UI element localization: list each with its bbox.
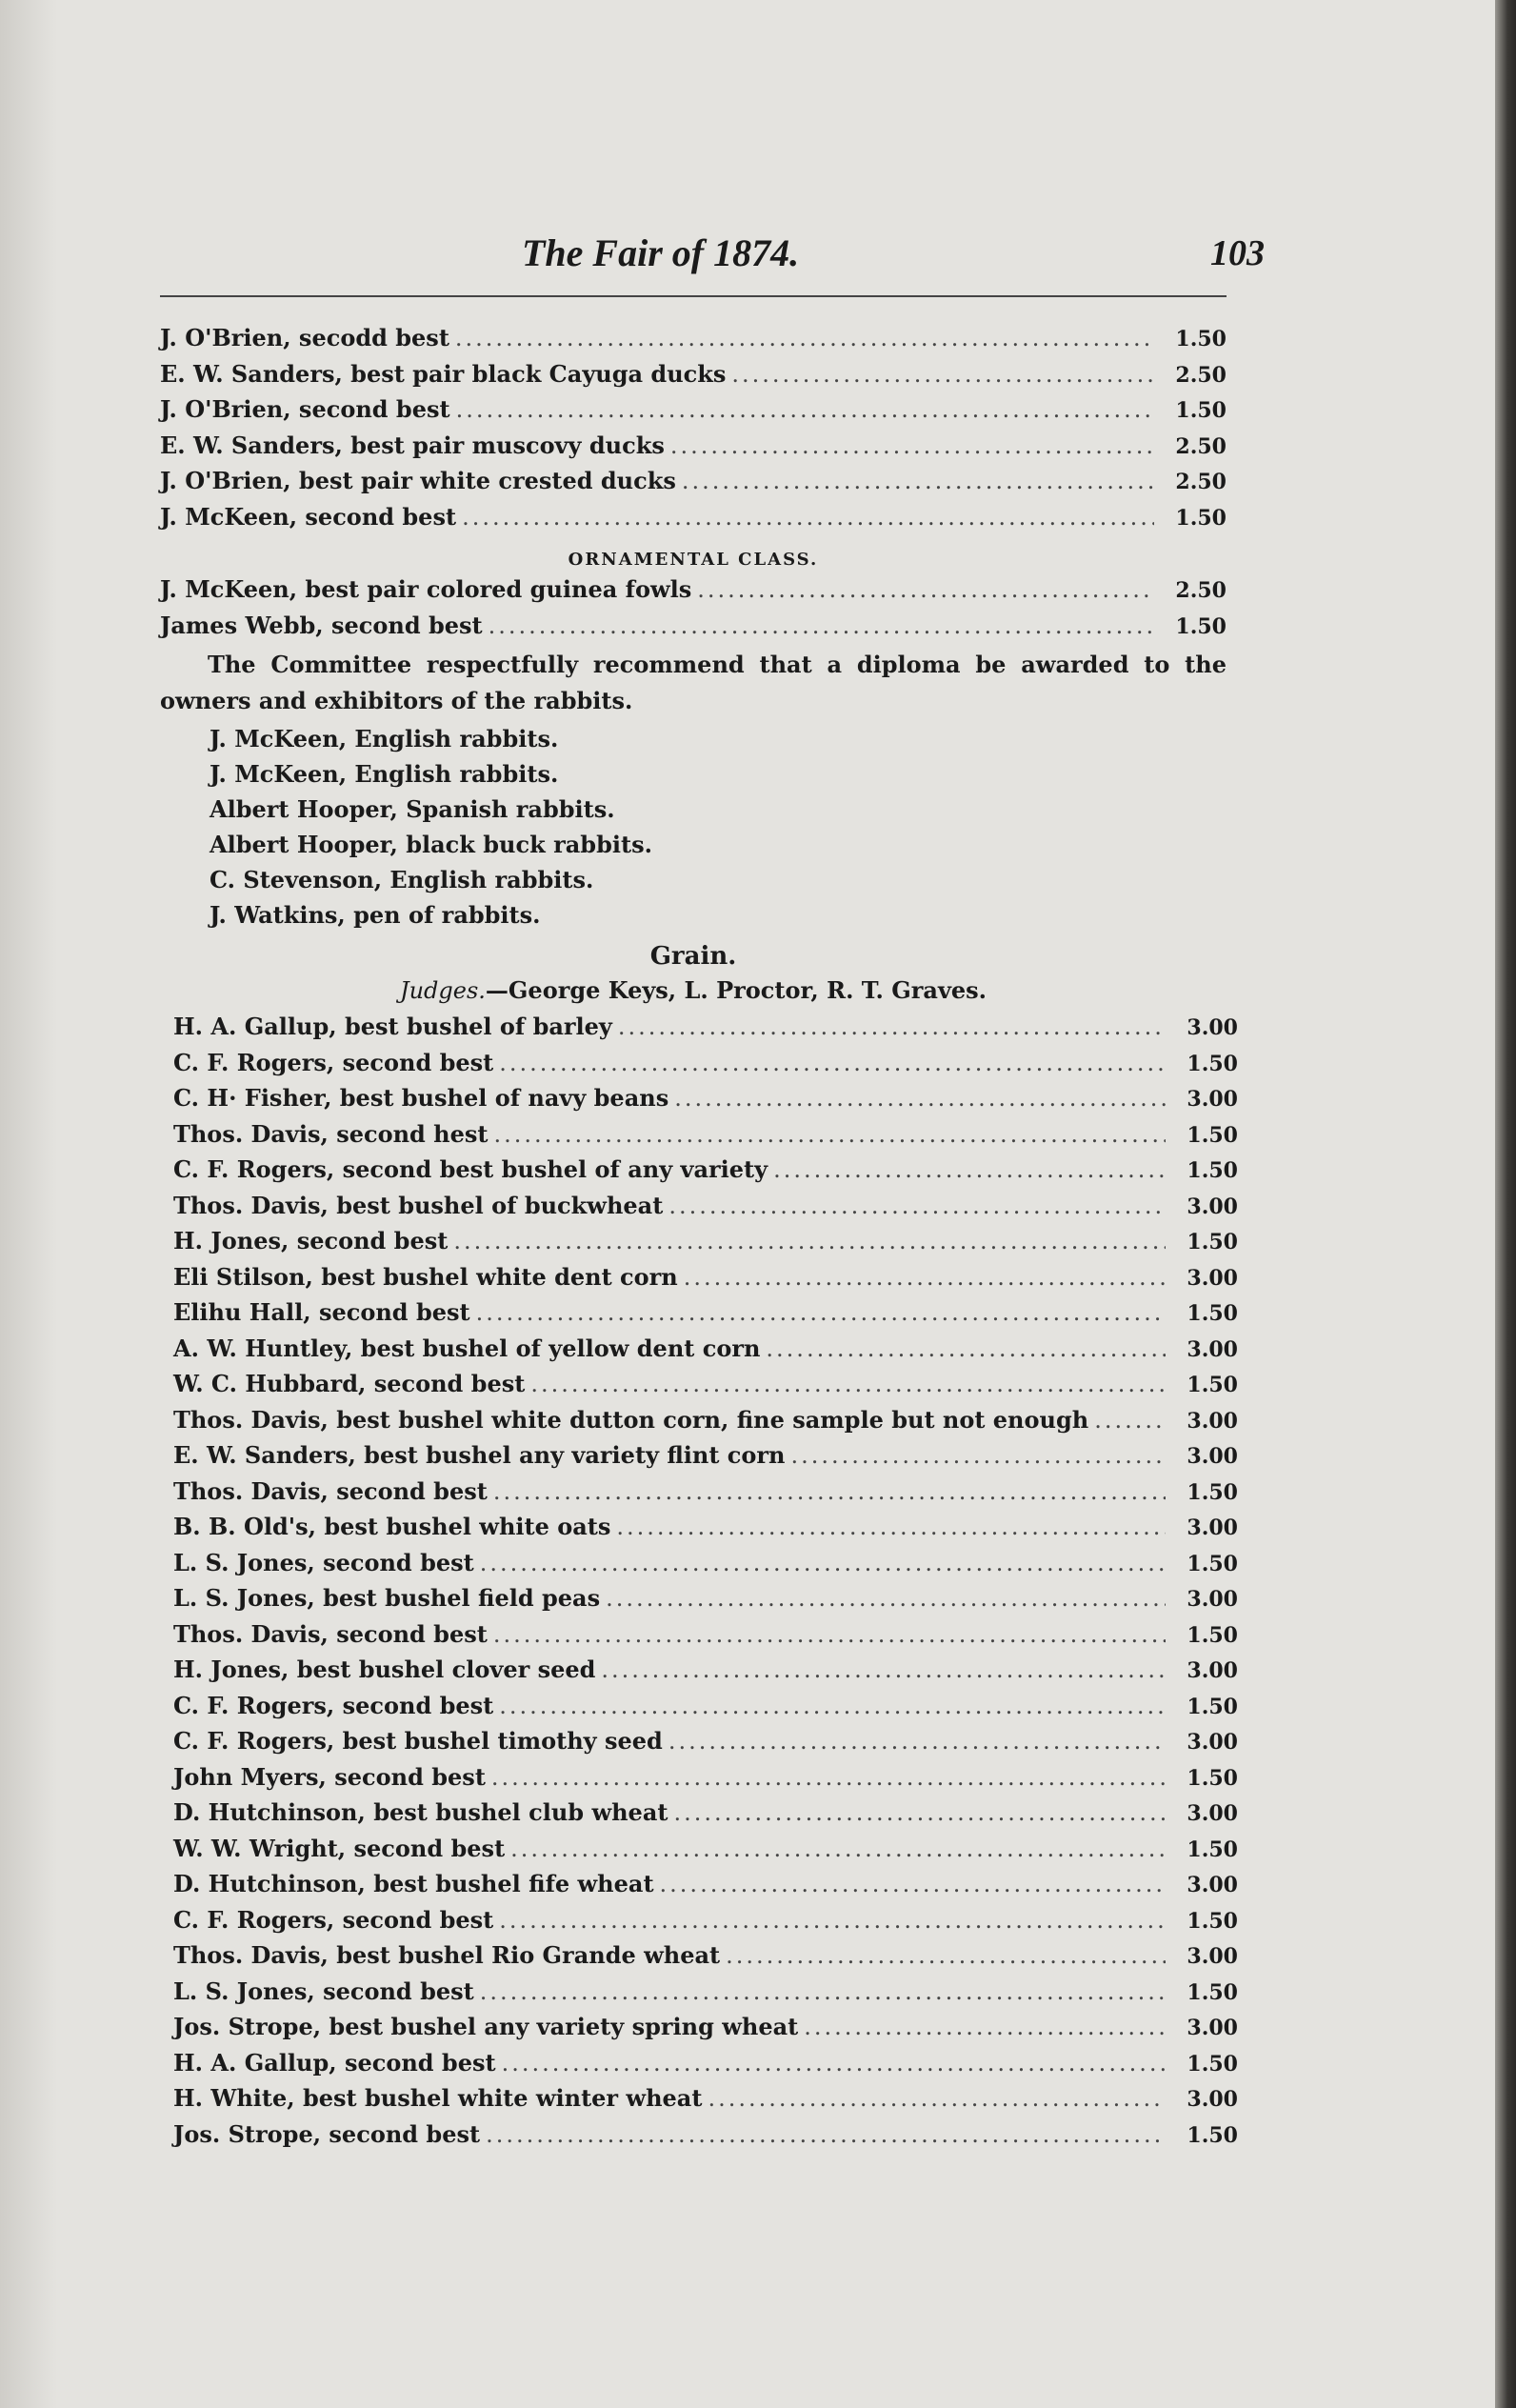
award-entry-name: C. F. Rogers, second best bushel of any variety	[173, 1155, 768, 1183]
award-entry	[173, 1084, 1238, 1120]
award-entry-amount: 3.00	[1187, 1587, 1238, 1612]
award-entry	[173, 2120, 1238, 2157]
award-entry-amount: 1.50	[1187, 2122, 1238, 2148]
rabbit-exhibitor: C. Stevenson, English rabbits.	[209, 866, 594, 893]
award-entry-amount: 1.50	[1187, 1479, 1238, 1505]
award-entry-amount: 3.00	[1187, 1015, 1238, 1040]
award-entry-amount: 1.50	[1175, 327, 1227, 351]
rabbit-exhibitor: J. Watkins, pen of rabbits.	[209, 901, 541, 929]
award-entry-amount: 1.50	[1187, 1158, 1238, 1183]
award-entry-name: E. W. Sanders, best pair black Cayuga ducks	[160, 359, 727, 388]
grain-heading: Grain.	[649, 942, 737, 971]
award-entry-name: C. F. Rogers, second best	[173, 1048, 494, 1076]
dot-leader	[697, 576, 1154, 603]
award-entry-name: Thos. Davis, best bushel Rio Grande wheat	[173, 1941, 721, 1969]
dot-leader	[726, 1942, 1166, 1969]
award-entry-name: J. McKeen, second best	[160, 502, 457, 531]
dot-leader	[455, 325, 1154, 351]
award-entry-name: John Myers, second best	[173, 1762, 486, 1791]
page-header	[160, 219, 1265, 297]
award-entry-name: H. A. Gallup, second best	[173, 2048, 496, 2077]
award-entry-amount: 3.00	[1187, 1658, 1238, 1683]
award-entry-name: Jos. Strope, best bushel any variety spring wheat	[173, 2013, 799, 2040]
award-entry-name: James Webb, second best	[160, 611, 483, 639]
award-entry-name: Eli Stilson, best bushel white dent corn	[173, 1262, 678, 1291]
ornamental-entries	[160, 575, 1227, 647]
page-number: 103	[1210, 233, 1265, 273]
dot-leader	[499, 1907, 1166, 1934]
award-entry-amount: 3.00	[1187, 1801, 1238, 1826]
award-entry-name: Thos. Davis, best bushel of buckwheat	[173, 1191, 664, 1219]
award-entry-amount: 3.00	[1187, 2087, 1238, 2112]
award-entry-name: J. O'Brien, secodd best	[160, 324, 449, 351]
award-entry-amount: 1.50	[1187, 1230, 1238, 1254]
award-entry-name: J. McKeen, best pair colored guinea fowls	[160, 575, 692, 603]
dot-leader	[493, 1621, 1166, 1648]
dot-leader	[674, 1085, 1166, 1112]
award-entry-amount: 3.00	[1187, 1194, 1238, 1219]
judges-label: Judges.	[399, 977, 486, 1004]
dot-leader	[670, 432, 1154, 459]
dot-leader	[601, 1656, 1166, 1683]
award-entry-name: E. W. Sanders, best pair muscovy ducks	[160, 431, 665, 459]
dot-leader	[462, 504, 1154, 531]
award-entry	[173, 1441, 1238, 1477]
award-entry-amount: 3.00	[1187, 2016, 1238, 2040]
award-entry-name: D. Hutchinson, best bushel club wheat	[173, 1798, 668, 1826]
award-entry-amount: 1.50	[1187, 1979, 1238, 2005]
dot-leader	[708, 2085, 1166, 2112]
dot-leader	[476, 1299, 1166, 1326]
dot-leader	[766, 1335, 1166, 1362]
award-entry-amount: 1.50	[1187, 1122, 1238, 1148]
award-entry-name: W. W. Wright, second best	[173, 1834, 506, 1862]
award-entry	[160, 324, 1227, 360]
award-entry	[173, 1192, 1238, 1228]
award-entry	[173, 1298, 1238, 1334]
award-entry	[173, 1263, 1238, 1299]
dot-leader	[491, 1764, 1166, 1791]
award-entry-amount: 1.50	[1187, 1373, 1238, 1397]
award-entry	[173, 1549, 1238, 1585]
dot-leader	[453, 1228, 1166, 1254]
award-entry-amount: 1.50	[1187, 1051, 1238, 1076]
award-entry-name: B. B. Old's, best bushel white oats	[173, 1513, 611, 1540]
award-entry-amount: 3.00	[1187, 1444, 1238, 1469]
award-entry-name: Jos. Strope, second best	[173, 2119, 481, 2148]
award-entry-name: E. W. Sanders, best bushel any variety flint corn	[173, 1441, 786, 1469]
award-entry-amount: 3.00	[1187, 1515, 1238, 1540]
dot-leader	[660, 1871, 1166, 1897]
award-entry-name: C. F. Rogers, best bushel timothy seed	[173, 1727, 663, 1755]
award-entry-amount: 3.00	[1187, 1944, 1238, 1969]
dot-leader	[493, 1478, 1166, 1505]
award-entry-amount: 1.50	[1187, 1694, 1238, 1719]
award-entry	[173, 1977, 1238, 2014]
award-entry-name: J. O'Brien, second best	[160, 395, 450, 423]
dot-leader	[616, 1514, 1166, 1540]
award-entry	[173, 1906, 1238, 1942]
award-entry	[173, 1620, 1238, 1656]
dot-leader	[494, 1121, 1167, 1148]
dot-leader	[486, 2121, 1166, 2148]
award-entry-name: L. S. Jones, second best	[173, 1977, 474, 2005]
running-title: The Fair of 1874.	[522, 231, 800, 274]
rabbit-exhibitor: Albert Hooper, Spanish rabbits.	[209, 795, 615, 823]
award-entry	[173, 1406, 1238, 1442]
award-entry-amount: 3.00	[1187, 1265, 1238, 1291]
award-entry-amount: 1.50	[1187, 1836, 1238, 1862]
award-entry	[173, 1477, 1238, 1514]
rabbit-exhibitor: J. McKeen, English rabbits.	[209, 725, 559, 752]
award-entry-name: H. A. Gallup, best bushel of barley	[173, 1013, 612, 1040]
dot-leader	[1094, 1407, 1166, 1434]
dot-leader	[668, 1728, 1166, 1755]
award-entry-amount: 3.00	[1187, 1873, 1238, 1897]
award-entry-amount: 1.50	[1187, 1301, 1238, 1326]
award-entry-amount: 3.00	[1187, 1336, 1238, 1362]
award-entry-amount: 1.50	[1187, 1765, 1238, 1791]
grain-judges	[160, 976, 1227, 1013]
dot-leader	[618, 1013, 1166, 1040]
award-entry	[160, 395, 1227, 431]
award-entry	[173, 1370, 1238, 1406]
award-entry-amount: 1.50	[1175, 505, 1227, 531]
award-entry-amount: 1.50	[1187, 2051, 1238, 2077]
dot-leader	[502, 2050, 1166, 2077]
award-entry	[173, 1584, 1238, 1620]
dot-leader	[804, 2014, 1166, 2040]
award-entry-name: Thos. Davis, best bushel white dutton corn, fine sample but not enough	[173, 1405, 1089, 1434]
award-entry-name: C. F. Rogers, second best	[173, 1905, 494, 1934]
dot-leader	[791, 1442, 1166, 1469]
award-entry	[173, 1727, 1238, 1763]
rabbit-exhibitor: Albert Hooper, black buck rabbits.	[209, 831, 652, 858]
award-entry	[173, 1798, 1238, 1835]
award-entry-amount: 1.50	[1175, 398, 1227, 423]
award-entry	[173, 1049, 1238, 1085]
award-entry-name: W. C. Hubbard, second best	[173, 1370, 526, 1397]
award-entry-amount: 3.00	[1187, 1087, 1238, 1112]
award-entry	[173, 2049, 1238, 2085]
dot-leader	[684, 1264, 1166, 1291]
page-content	[160, 219, 1265, 2156]
award-entry	[173, 1941, 1238, 1977]
gutter-shadow	[0, 0, 57, 2408]
dot-leader	[606, 1585, 1166, 1612]
award-entry-amount: 1.50	[1187, 1551, 1238, 1576]
dot-leader	[510, 1836, 1166, 1862]
award-entry-amount: 1.50	[1175, 613, 1227, 639]
dot-leader	[489, 612, 1154, 639]
award-entry	[173, 1513, 1238, 1549]
award-entry	[173, 1763, 1238, 1799]
dot-leader	[530, 1371, 1166, 1397]
award-entry	[160, 360, 1227, 396]
award-entry-amount: 2.50	[1175, 470, 1227, 494]
award-entry-name: Elihu Hall, second best	[173, 1298, 470, 1326]
award-entry-name: J. O'Brien, best pair white crested ducks	[160, 467, 676, 494]
dot-leader	[773, 1156, 1166, 1183]
award-entry-amount: 1.50	[1187, 1908, 1238, 1934]
rabbits-list	[209, 721, 1227, 933]
award-entry	[173, 2013, 1238, 2049]
award-entry	[160, 467, 1227, 503]
award-entry	[173, 1155, 1238, 1192]
grain-entries	[173, 1013, 1238, 2156]
award-entry	[173, 1334, 1238, 1371]
dot-leader	[673, 1799, 1166, 1826]
award-entry	[173, 1692, 1238, 1728]
award-entry-amount: 2.50	[1175, 362, 1227, 388]
award-entry-name: H. Jones, best bushel clover seed	[173, 1656, 596, 1683]
award-entry-name: C. H· Fisher, best bushel of navy beans	[173, 1084, 669, 1112]
award-entry	[173, 1013, 1238, 1049]
award-entry	[160, 612, 1227, 648]
poultry-entries	[160, 324, 1227, 538]
award-entry-name: D. Hutchinson, best bushel fife wheat	[173, 1870, 654, 1897]
award-entry	[173, 1120, 1238, 1156]
rabbits-paragraph: The Committee respectfully recommend that a diploma be awarded to the owners and exhibitors of the rabbits.	[160, 651, 1227, 714]
award-entry-name: A. W. Huntley, best bushel of yellow dent corn	[173, 1334, 761, 1362]
award-entry-name: L. S. Jones, best bushel field peas	[173, 1584, 601, 1612]
judges-names: —George Keys, L. Proctor, R. T. Graves.	[485, 976, 987, 1004]
page-edge	[1495, 0, 1516, 2408]
award-entry-amount: 2.50	[1175, 433, 1227, 459]
award-entry-name: H. Jones, second best	[173, 1227, 449, 1254]
dot-leader	[668, 1193, 1166, 1219]
award-entry	[160, 431, 1227, 468]
award-entry	[173, 1656, 1238, 1692]
ornamental-heading: ORNAMENTAL CLASS.	[568, 550, 819, 570]
award-entry-name: H. White, best bushel white winter wheat	[173, 2084, 703, 2112]
dot-leader	[499, 1693, 1166, 1719]
award-entry	[173, 1835, 1238, 1871]
award-entry	[173, 2084, 1238, 2120]
dot-leader	[480, 1978, 1166, 2005]
award-entry-name: L. S. Jones, second best	[173, 1548, 474, 1576]
award-entry-name: Thos. Davis, second best	[173, 1476, 488, 1505]
award-entry-amount: 2.50	[1175, 578, 1227, 603]
award-entry-name: C. F. Rogers, second best	[173, 1691, 494, 1719]
award-entry-name: Thos. Davis, second hest	[173, 1119, 489, 1148]
rabbit-exhibitor: J. McKeen, English rabbits.	[209, 760, 559, 788]
award-entry-amount: 3.00	[1187, 1408, 1238, 1434]
dot-leader	[682, 468, 1154, 494]
award-entry	[173, 1227, 1238, 1263]
dot-leader	[499, 1050, 1166, 1076]
dot-leader	[480, 1550, 1166, 1576]
award-entry	[173, 1870, 1238, 1906]
award-entry	[160, 503, 1227, 539]
award-entry	[160, 575, 1227, 612]
award-entry-name: Thos. Davis, second best	[173, 1619, 488, 1648]
dot-leader	[456, 396, 1154, 423]
award-entry-amount: 1.50	[1187, 1622, 1238, 1648]
dot-leader	[731, 361, 1154, 388]
award-entry-amount: 3.00	[1187, 1730, 1238, 1755]
